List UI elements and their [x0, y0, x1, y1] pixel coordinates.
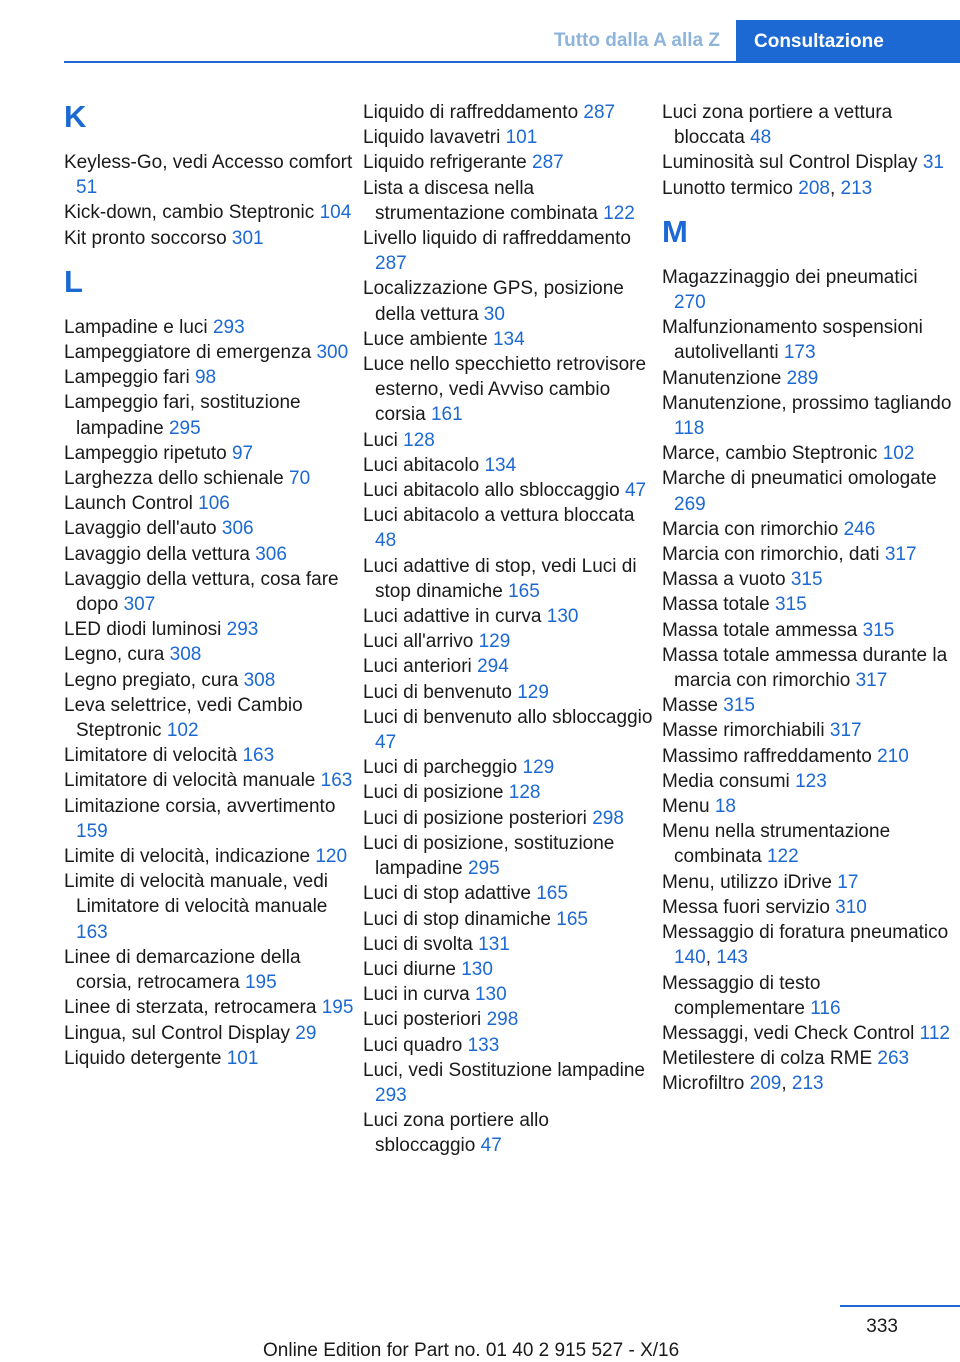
index-entry: Messaggio di foratura pneumatico 140, 143 — [662, 922, 949, 969]
index-entry-term: Livello liquido di raffreddamento — [363, 228, 631, 250]
index-letter-heading: K — [64, 99, 87, 134]
index-entry-term: Lista a discesa nella strumentazione combinata — [363, 177, 598, 224]
index-entry — [662, 1046, 952, 1071]
index-entry-term: Limitatore di velocità — [64, 745, 238, 767]
index-page-link[interactable]: 70 — [289, 468, 311, 490]
index-entry — [662, 391, 952, 441]
index-entry — [363, 907, 653, 932]
index-page-link[interactable]: 195 — [244, 972, 277, 994]
index-entry — [363, 1033, 653, 1058]
index-entry — [363, 982, 653, 1007]
index-entry-term: Menu nella strumentazione combinata — [662, 821, 891, 868]
index-page-link[interactable]: 195 — [321, 997, 354, 1019]
index-entry-term: Lavaggio della vettura — [64, 543, 250, 565]
index-entry — [662, 819, 952, 869]
index-entry-term: Messa fuori servizio — [662, 896, 830, 918]
index-entry — [363, 554, 653, 604]
index-entry — [363, 453, 653, 478]
index-entry — [662, 150, 952, 175]
index-entry-term: Luci di stop adattive — [363, 883, 531, 905]
index-page-link[interactable]: 48 — [375, 530, 397, 552]
index-entry-term: Luminosità sul Control Display — [662, 152, 918, 174]
index-entry-term: Limite di velocità, indicazione — [64, 846, 311, 868]
index-entry — [363, 629, 653, 654]
index-page-link[interactable]: 118 — [674, 418, 705, 440]
index-page-link[interactable]: 97 — [231, 442, 254, 464]
index-page-link[interactable]: 134 — [492, 328, 525, 350]
index-page-link[interactable]: 298 — [486, 1009, 519, 1031]
index-entry — [363, 176, 653, 226]
index-entry — [662, 895, 952, 920]
index-page-link[interactable]: 270 — [674, 292, 706, 314]
index-entry — [662, 542, 952, 567]
index-entry — [363, 100, 653, 125]
index-entry-term: Kit pronto soccorso — [64, 227, 227, 249]
index-page-link[interactable]: 308 — [243, 669, 276, 691]
index-entry-term: Metilestere di colza RME — [662, 1048, 873, 1070]
index-entry-term: Luci di benvenuto allo sbloccaggio — [363, 706, 653, 728]
index-entry — [363, 654, 653, 679]
index-entry-term: Luci abitacolo allo sbloccaggio — [363, 480, 620, 502]
index-entry-term: Luci in curva — [363, 984, 470, 1006]
index-entry-term: Luci quadro — [363, 1034, 463, 1056]
index-entry-term: Manutenzione, prossimo tagliando — [662, 392, 952, 414]
index-page-link[interactable]: 317 — [884, 544, 917, 566]
index-entry — [64, 466, 354, 491]
index-entry — [662, 769, 952, 794]
index-entry-term: Luci di stop dinamiche — [363, 908, 551, 930]
index-entry-term: Liquido refrigerante — [363, 152, 527, 174]
index-page-link[interactable]: 263 — [877, 1048, 910, 1070]
index-entry-term: Messaggio di testo complementare — [662, 972, 821, 1019]
index-entry-term: Messaggi, vedi Check Control — [662, 1022, 915, 1044]
index-entry — [363, 150, 653, 175]
index-entry — [363, 1108, 653, 1158]
index-entry — [363, 428, 653, 453]
index-entry — [363, 503, 653, 553]
index-page-link[interactable]: 213 — [840, 177, 873, 199]
index-entry-term: Larghezza dello schienale — [64, 468, 284, 490]
index-page-link[interactable]: 47 — [480, 1135, 502, 1157]
index-entry-term: Lampeggio fari, sostituzione lampadine — [64, 392, 301, 439]
index-entry — [64, 844, 354, 869]
index-entry — [64, 365, 354, 390]
index-entry-term: Masse rimorchiabili — [662, 720, 825, 742]
index-entry — [662, 643, 952, 693]
index-entry-term: Menu — [662, 796, 710, 818]
index-page-link[interactable]: 47 — [375, 732, 397, 754]
index-page-link[interactable]: 129 — [517, 681, 549, 703]
index-entry-term: Media consumi — [662, 770, 790, 792]
index-page-link[interactable]: 163 — [76, 921, 108, 943]
index-entry — [363, 881, 653, 906]
index-entry — [64, 869, 354, 945]
index-entry-term: Manutenzione — [662, 367, 782, 389]
index-entry-term: Marce, cambio Steptronic — [662, 443, 878, 465]
index-page-link[interactable]: 123 — [795, 770, 827, 792]
index-page-link[interactable]: 301 — [231, 227, 264, 249]
index-page-link[interactable]: 29 — [295, 1022, 317, 1044]
index-entry: Microfiltro 209, 213 — [662, 1073, 824, 1095]
index-entry — [662, 618, 952, 643]
index-entry-term: Luci anteriori — [363, 656, 472, 678]
index-page-link[interactable]: 130 — [474, 984, 507, 1006]
index-page-link[interactable]: 317 — [855, 670, 888, 692]
index-page-link[interactable]: 128 — [403, 429, 435, 451]
index-page-link[interactable]: 287 — [375, 253, 407, 275]
index-page-link[interactable]: 130 — [461, 958, 493, 980]
index-entry — [662, 441, 952, 466]
index-page-link[interactable]: 210 — [877, 745, 909, 767]
index-page-link[interactable]: 128 — [508, 782, 541, 804]
index-page-link[interactable]: 130 — [546, 606, 579, 628]
index-entry — [662, 567, 952, 592]
page-number: 333 — [866, 1316, 898, 1337]
index-entry — [363, 755, 653, 780]
index-page-link[interactable]: 120 — [315, 846, 348, 868]
index-entry-term: Luci di svolta — [363, 933, 473, 955]
index-page-link[interactable]: 102 — [882, 443, 915, 465]
edition-note: Online Edition for Part no. 01 40 2 915 527 - X/16 — [263, 1340, 680, 1361]
index-entry-term: Luci di benvenuto — [363, 681, 512, 703]
index-column-2 — [363, 100, 653, 1159]
index-entry — [662, 718, 952, 743]
index-entry — [363, 680, 653, 705]
index-entry — [662, 517, 952, 542]
index-entry-term: Microfiltro — [662, 1073, 745, 1095]
index-page-link[interactable]: 289 — [786, 367, 819, 389]
index-entry — [363, 276, 653, 326]
index-entry — [64, 441, 354, 466]
index-page-link[interactable]: 246 — [843, 518, 876, 540]
index-column-3 — [662, 100, 952, 1097]
index-entry — [662, 366, 952, 391]
index-page-link[interactable]: 298 — [592, 807, 624, 829]
index-entry — [662, 592, 952, 617]
index-entry-term: Marche di pneumatici omologate — [662, 468, 937, 490]
index-entry-term: Luci, vedi Sostituzione lampadine — [363, 1059, 646, 1081]
index-entry — [363, 932, 653, 957]
index-page-link[interactable]: 300 — [316, 342, 349, 364]
index-entry-term: Luci posteriori — [363, 1009, 482, 1031]
index-entry-term: Lingua, sul Control Display — [64, 1022, 291, 1044]
header-chapter-tab: Consultazione — [736, 20, 960, 62]
index-page-link[interactable]: 287 — [583, 102, 616, 123]
index-entry — [64, 226, 354, 251]
index-entry-term: Leva selettrice, vedi Cambio Steptronic — [64, 694, 303, 742]
index-entry — [363, 780, 653, 805]
index-entry — [64, 995, 354, 1020]
index-entry-term: Launch Control — [64, 493, 193, 515]
index-page-link[interactable]: 122 — [766, 846, 799, 868]
index-page-link[interactable]: 293 — [226, 619, 259, 641]
index-page-link[interactable]: 163 — [242, 745, 275, 767]
index-entry — [662, 1021, 952, 1046]
index-page-link[interactable]: 17 — [837, 871, 859, 893]
index-entry — [64, 642, 354, 667]
index-entry-term: Malfunzionamento sospensioni autolivellanti — [662, 317, 923, 364]
index-page-link[interactable]: 293 — [212, 316, 245, 338]
index-page-link[interactable]: 112 — [919, 1022, 950, 1044]
index-page-link[interactable]: 165 — [536, 883, 568, 905]
index-entry-term: Messaggio di foratura pneumatico — [662, 922, 949, 944]
index-entry-term: Luce ambiente — [363, 328, 488, 350]
index-entry-term: Luci di parcheggio — [363, 757, 518, 779]
index-entry-term: Localizzazione GPS, posizione della vettura — [363, 278, 624, 325]
index-entry — [64, 768, 354, 793]
index-entry-term: Marcia con rimorchio — [662, 518, 839, 540]
index-entry — [64, 794, 354, 844]
index-page-link[interactable]: 315 — [790, 569, 823, 591]
index-column-1 — [64, 100, 354, 1071]
index-page-link[interactable]: 31 — [922, 152, 944, 174]
header-section-title: Tutto dalla A alla Z — [553, 30, 720, 51]
index-entry — [64, 491, 354, 516]
index-page-link[interactable]: 308 — [169, 644, 202, 666]
index-page-link[interactable]: 317 — [829, 720, 862, 742]
index-entry — [662, 100, 952, 150]
index-page-link[interactable]: 213 — [791, 1073, 824, 1095]
index-letter-heading: L — [64, 263, 83, 299]
page-header — [0, 0, 960, 62]
index-entry — [363, 478, 653, 503]
index-entry-term: Luci abitacolo — [363, 454, 480, 476]
index-entry-term: Luci abitacolo a vettura bloccata — [363, 505, 635, 527]
index-page-link[interactable]: 131 — [478, 933, 510, 955]
index-entry-term: Lampeggio ripetuto — [64, 442, 227, 464]
index-page-link[interactable]: 307 — [123, 594, 156, 616]
index-entry — [64, 1046, 354, 1071]
index-page-link[interactable]: 143 — [716, 947, 748, 969]
index-page-link[interactable]: 140 — [674, 947, 706, 969]
index-entry — [662, 265, 952, 315]
index-entry — [363, 352, 653, 428]
index-page-link[interactable]: 295 — [467, 858, 500, 880]
index-entry-term: Luci di posizione posteriori — [363, 807, 587, 829]
index-entry: Lunotto termico 208, 213 — [662, 177, 873, 199]
index-entry-term: Linee di demarcazione della corsia, retrocamera — [64, 946, 301, 994]
index-entry — [662, 693, 952, 718]
index-entry — [662, 870, 952, 895]
index-page-link[interactable]: 98 — [194, 367, 217, 389]
index-entry — [363, 705, 653, 755]
index-entry — [64, 567, 354, 617]
index-entry — [662, 466, 952, 516]
index-page-link[interactable]: 294 — [477, 656, 509, 678]
index-entry — [662, 315, 952, 365]
index-page-link[interactable]: 287 — [532, 152, 564, 174]
index-page-link[interactable]: 173 — [783, 342, 816, 364]
index-page-link[interactable]: 208 — [798, 177, 830, 199]
index-page-link[interactable]: 102 — [166, 720, 199, 742]
index-page-link[interactable]: 48 — [750, 127, 772, 149]
index-entry-term: Liquido di raffreddamento — [363, 102, 579, 123]
index-page-link[interactable]: 315 — [862, 619, 895, 641]
index-page-link[interactable]: 306 — [221, 518, 254, 540]
index-entry-term: Massa a vuoto — [662, 569, 786, 591]
index-entry-term: Linee di sterzata, retrocamera — [64, 997, 317, 1019]
index-page-link[interactable]: 104 — [319, 202, 352, 224]
index-entry-term: Luci — [363, 429, 398, 451]
index-entry — [363, 831, 653, 881]
index-entry-term: Limitazione corsia, avvertimento — [64, 795, 336, 817]
index-page-link[interactable]: 165 — [508, 580, 540, 602]
index-entry-term: Lunotto termico — [662, 177, 793, 199]
index-entry — [363, 957, 653, 982]
index-entry — [363, 125, 653, 150]
index-entry-term: Lampadine e luci — [64, 316, 208, 338]
index-page-link[interactable]: 101 — [505, 127, 538, 149]
index-entry-term: Masse — [662, 695, 718, 717]
index-entry — [662, 971, 952, 1021]
index-entry — [64, 150, 354, 200]
index-page-link[interactable]: 165 — [556, 908, 588, 930]
index-page-link[interactable]: 315 — [723, 695, 755, 717]
index-entry-term: Kick-down, cambio Steptronic — [64, 202, 315, 224]
index-entry-term: Luci all'arrivo — [363, 631, 474, 653]
index-entry-term: Massa totale ammessa durante la marcia con rimorchio — [662, 644, 948, 692]
index-entry-term: Limitatore di velocità manuale — [64, 770, 316, 792]
index-entry-term: Menu, utilizzo iDrive — [662, 871, 832, 893]
index-entry — [363, 604, 653, 629]
index-entry — [64, 200, 354, 225]
index-page-link[interactable]: 30 — [483, 303, 505, 325]
index-entry — [363, 327, 653, 352]
index-entry-term: Luci adattive di stop, vedi Luci di stop dinamiche — [363, 555, 637, 602]
index-page-link[interactable]: 18 — [714, 796, 736, 818]
index-entry-term: Luci di posizione, sostituzione lampadine — [363, 832, 615, 880]
index-entry — [64, 390, 354, 440]
index-entry — [64, 315, 354, 340]
index-entry — [363, 1058, 653, 1108]
index-page-link[interactable]: 51 — [76, 177, 98, 199]
index-entry-term: LED diodi luminosi — [64, 619, 222, 641]
index-page-link[interactable]: 159 — [76, 820, 108, 842]
index-entry-term: Massimo raffreddamento — [662, 745, 872, 767]
index-entry-term: Luci diurne — [363, 958, 456, 980]
index-page-link[interactable]: 133 — [467, 1034, 500, 1056]
index-entry — [363, 1007, 653, 1032]
index-entry-term: Magazzinaggio dei pneumatici — [662, 266, 918, 288]
index-entry-term: Lampeggio fari — [64, 367, 190, 389]
index-page-link[interactable]: 106 — [198, 493, 230, 515]
index-page-link[interactable]: 47 — [624, 480, 647, 502]
index-entry — [64, 945, 354, 995]
index-entry — [363, 806, 653, 831]
index-page-link[interactable]: 306 — [255, 543, 287, 565]
index-page-link[interactable]: 129 — [478, 631, 511, 653]
index-page-link[interactable]: 295 — [168, 417, 201, 439]
index-entry-term: Luce nello specchietto retrovisore esterno, vedi Avviso cambio corsia — [363, 354, 647, 426]
index-entry — [64, 516, 354, 541]
index-entry — [64, 693, 354, 743]
index-page-link[interactable]: 161 — [430, 404, 463, 426]
index-page-link[interactable]: 269 — [674, 493, 706, 515]
index-entry-term: Keyless-Go, vedi Accesso comfort — [64, 152, 353, 173]
index-entry-term: Limite di velocità manuale, vedi Limitatore di velocità manuale — [64, 871, 329, 918]
index-entry-term: Massa totale ammessa — [662, 619, 858, 641]
index-entry-term: Lampeggiatore di emergenza — [64, 342, 312, 364]
index-entry — [64, 542, 354, 567]
index-page-link[interactable]: 293 — [375, 1084, 407, 1106]
index-entry — [662, 794, 952, 819]
index-page-link[interactable]: 129 — [522, 757, 555, 779]
index-page-link[interactable]: 315 — [775, 594, 807, 616]
index-entry-term: Marcia con rimorchio, dati — [662, 544, 880, 566]
header-rule — [64, 61, 960, 63]
index-entry-term: Legno pregiato, cura — [64, 669, 239, 691]
index-page-link[interactable]: 310 — [835, 896, 867, 918]
index-entry-term: Luci adattive in curva — [363, 606, 542, 628]
index-entry — [64, 340, 354, 365]
index-entry-term: Lavaggio della vettura, cosa fare dopo — [64, 568, 339, 616]
index-entry — [64, 1021, 354, 1046]
index-entry-term: Legno, cura — [64, 644, 165, 666]
index-page-link[interactable]: 116 — [810, 997, 841, 1019]
index-entry-term: Luci zona portiere allo sbloccaggio — [363, 1110, 549, 1157]
index-entry-term: Lavaggio dell'auto — [64, 518, 217, 540]
index-entry — [64, 668, 354, 693]
index-page-link[interactable]: 134 — [484, 454, 517, 476]
index-entry — [64, 617, 354, 642]
index-entry-term: Liquido lavavetri — [363, 127, 501, 149]
index-entry-term: Luci zona portiere a vettura bloccata — [662, 102, 893, 149]
index-page-link[interactable]: 209 — [749, 1073, 782, 1095]
index-entry — [363, 226, 653, 276]
index-entry-term: Liquido detergente — [64, 1047, 222, 1069]
index-page-link[interactable]: 163 — [320, 770, 353, 792]
footer-rule — [840, 1305, 960, 1307]
index-entry — [662, 744, 952, 769]
index-letter-heading: M — [662, 213, 688, 249]
index-entry — [64, 743, 354, 768]
index-entry-term: Massa totale — [662, 594, 770, 616]
index-page-link[interactable]: 101 — [226, 1047, 259, 1069]
index-entry-term: Luci di posizione — [363, 782, 504, 804]
index-page-link[interactable]: 122 — [603, 202, 635, 224]
